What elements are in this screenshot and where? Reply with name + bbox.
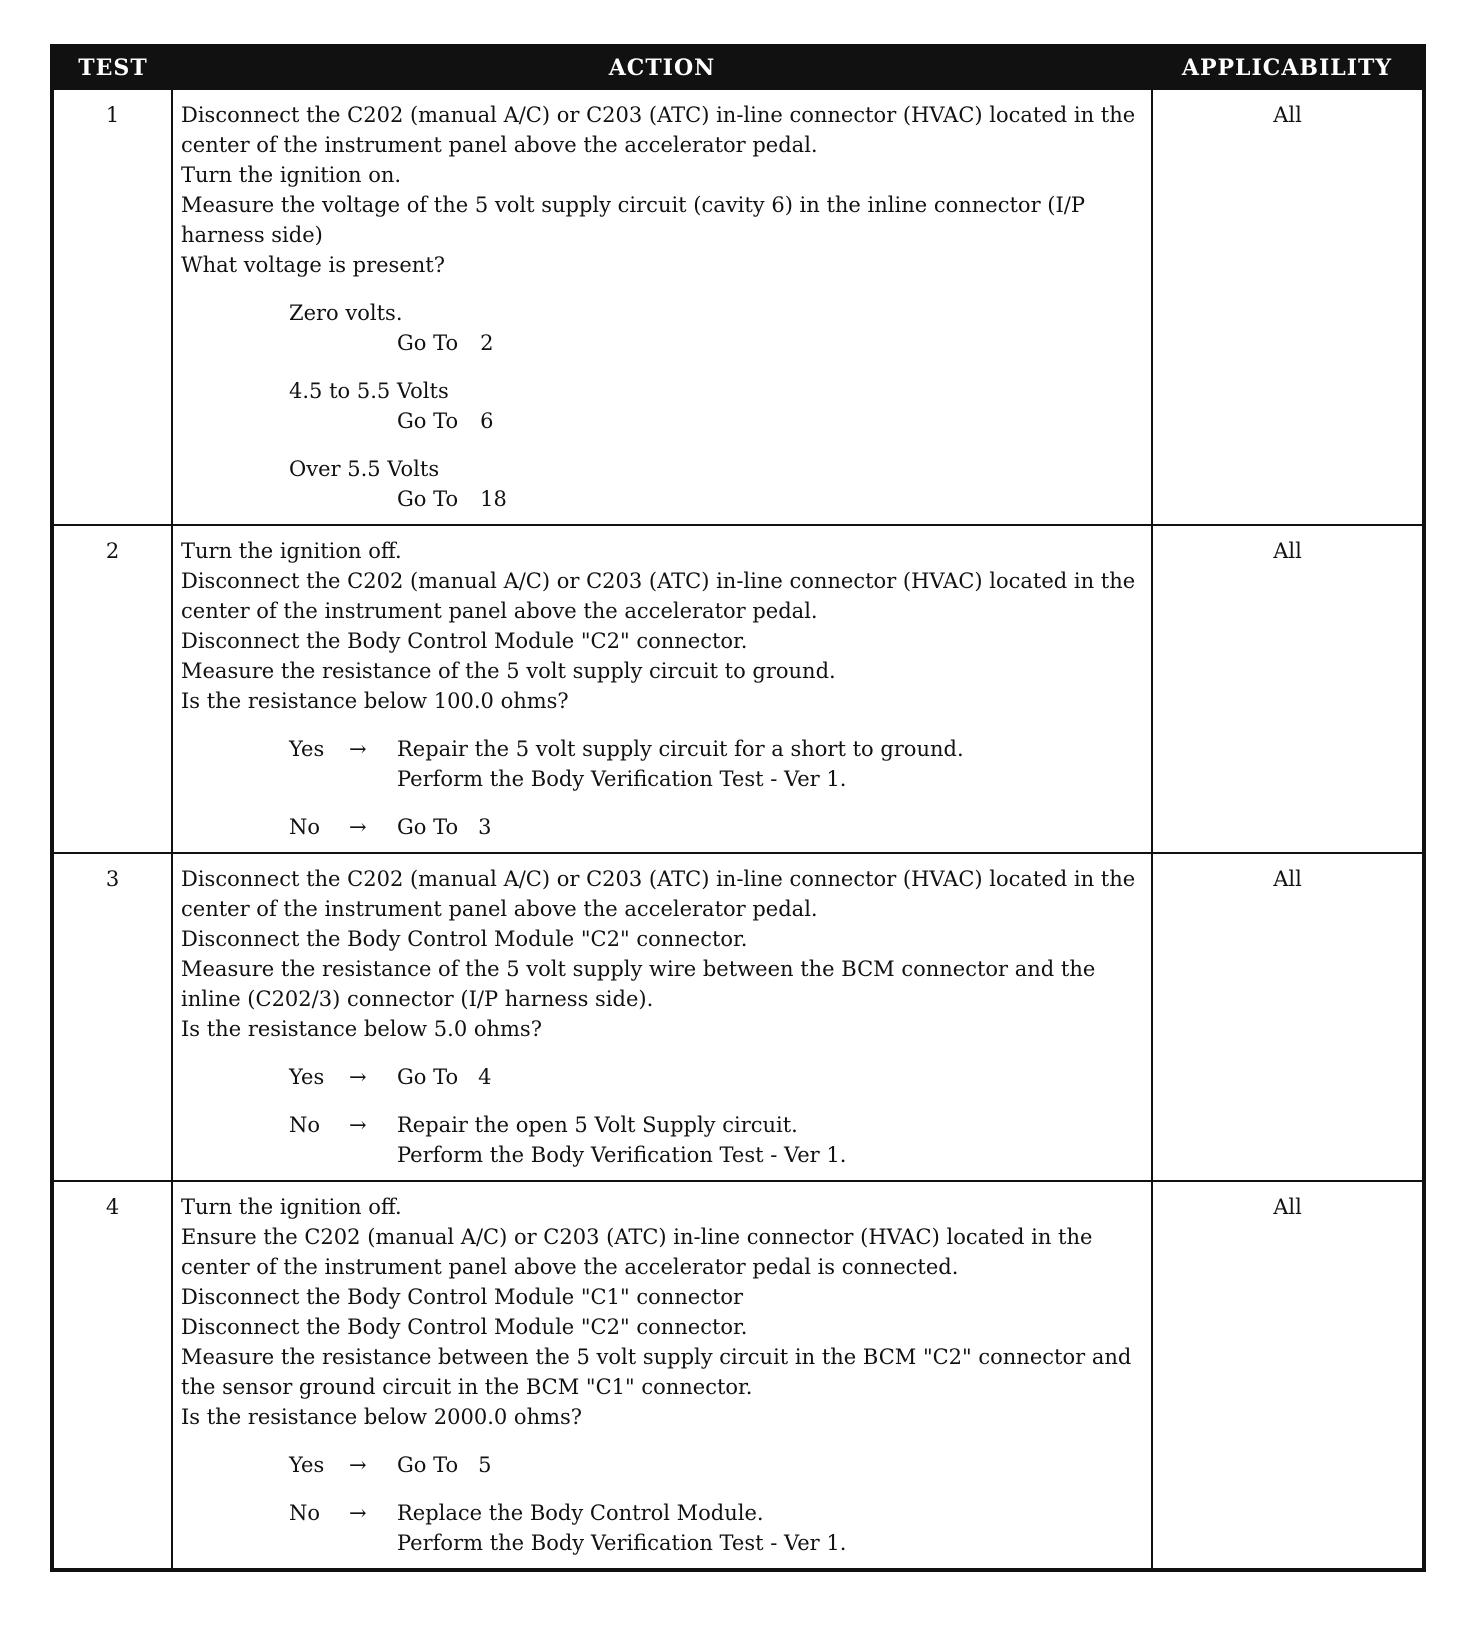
result-options: [181, 734, 1143, 842]
table-header-row: [52, 46, 1424, 89]
test-number: 2: [52, 525, 172, 853]
applicability-cell: All: [1152, 1181, 1424, 1570]
yes-action: [397, 1062, 1143, 1092]
action-line: Disconnect the Body Control Module "C2" connector.: [181, 1315, 748, 1339]
action-line: Turn the ignition on.: [181, 163, 402, 187]
action-line: Measure the voltage of the 5 volt supply circuit (cavity 6) in the inline connector (I/P harness side): [181, 193, 1085, 247]
table-row: [52, 1181, 1424, 1570]
action-line: Measure the resistance of the 5 volt supply circuit to ground.: [181, 659, 836, 683]
no-action-line: Repair the open 5 Volt Supply circuit.: [397, 1113, 798, 1137]
yes-action: [397, 1450, 1143, 1480]
table-row: [52, 853, 1424, 1181]
yes-action-line: Perform the Body Verification Test - Ver 1.: [397, 767, 847, 791]
action-line: Turn the ignition off.: [181, 1195, 402, 1219]
action-line: Is the resistance below 2000.0 ohms?: [181, 1405, 583, 1429]
result-option: [289, 298, 1143, 358]
option-label: 4.5 to 5.5 Volts: [289, 379, 449, 403]
result-option: [289, 454, 1143, 514]
no-action: [397, 1110, 1143, 1170]
yes-action-line: Go To 5: [397, 1453, 492, 1477]
no-result: [289, 1110, 1143, 1170]
applicability-cell: All: [1152, 525, 1424, 853]
action-line: Disconnect the Body Control Module "C1" connector: [181, 1285, 744, 1309]
action-cell: [172, 853, 1152, 1181]
no-action: [397, 1498, 1143, 1558]
goto-text: Go To: [397, 331, 459, 355]
yes-label: Yes: [289, 1453, 325, 1477]
action-line: Disconnect the Body Control Module "C2" connector.: [181, 629, 748, 653]
yes-action-line: Repair the 5 volt supply circuit for a short to ground.: [397, 737, 964, 761]
no-action-line: Replace the Body Control Module.: [397, 1501, 764, 1525]
action-cell: [172, 525, 1152, 853]
yes-label: Yes: [289, 737, 325, 761]
action-cell: [172, 89, 1152, 525]
header-action: ACTION: [172, 46, 1152, 89]
arrow-icon: →: [349, 1501, 367, 1525]
applicability-cell: All: [1152, 853, 1424, 1181]
option-label: Over 5.5 Volts: [289, 457, 440, 481]
goto-step: 2: [480, 331, 494, 355]
no-action-line: Perform the Body Verification Test - Ver 1.: [397, 1143, 847, 1167]
option-goto: [289, 328, 1143, 358]
arrow-icon: →: [349, 737, 367, 761]
table-row: [52, 525, 1424, 853]
no-label: No: [289, 815, 321, 839]
yes-result: [289, 734, 1143, 794]
test-number: 4: [52, 1181, 172, 1570]
arrow-icon: →: [349, 1113, 367, 1137]
action-cell: [172, 1181, 1152, 1570]
header-test: TEST: [52, 46, 172, 89]
action-line: Is the resistance below 100.0 ohms?: [181, 689, 569, 713]
test-number: 1: [52, 89, 172, 525]
action-line: Turn the ignition off.: [181, 539, 402, 563]
diagnostic-test-table: [50, 44, 1426, 1572]
result-options: [181, 1450, 1143, 1558]
action-line: Disconnect the C202 (manual A/C) or C203 (ATC) in-line connector (HVAC) located in the center of the instrument panel above the accelerator pedal.: [181, 569, 1136, 623]
no-action-line: Perform the Body Verification Test - Ver 1.: [397, 1531, 847, 1555]
result-options: [181, 1062, 1143, 1170]
arrow-icon: →: [349, 1065, 367, 1089]
option-goto: [289, 484, 1143, 514]
no-result: [289, 812, 1143, 842]
goto-text: Go To: [397, 487, 459, 511]
option-label: Zero volts.: [289, 301, 403, 325]
arrow-icon: →: [349, 815, 367, 839]
action-line: Measure the resistance of the 5 volt supply wire between the BCM connector and the inline (C202/3) connector (I/P harness side).: [181, 957, 1096, 1011]
no-label: No: [289, 1113, 321, 1137]
header-applicability: APPLICABILITY: [1152, 46, 1424, 89]
yes-action: [397, 734, 1143, 794]
test-number: 3: [52, 853, 172, 1181]
no-label: No: [289, 1501, 321, 1525]
yes-result: [289, 1450, 1143, 1480]
goto-step: 18: [480, 487, 507, 511]
yes-result: [289, 1062, 1143, 1092]
action-line: Ensure the C202 (manual A/C) or C203 (ATC) in-line connector (HVAC) located in the center of the instrument panel above the accelerator pedal is connected.: [181, 1225, 1093, 1279]
action-line: Disconnect the C202 (manual A/C) or C203 (ATC) in-line connector (HVAC) located in the center of the instrument panel above the accelerator pedal.: [181, 867, 1136, 921]
yes-action-line: Go To 4: [397, 1065, 492, 1089]
action-line: What voltage is present?: [181, 253, 445, 277]
yes-label: Yes: [289, 1065, 325, 1089]
action-line: Disconnect the Body Control Module "C2" connector.: [181, 927, 748, 951]
applicability-cell: All: [1152, 89, 1424, 525]
goto-text: Go To: [397, 409, 459, 433]
result-option: [289, 376, 1143, 436]
option-goto: [289, 406, 1143, 436]
action-line: Disconnect the C202 (manual A/C) or C203 (ATC) in-line connector (HVAC) located in the center of the instrument panel above the accelerator pedal.: [181, 103, 1136, 157]
no-action: [397, 812, 1143, 842]
arrow-icon: →: [349, 1453, 367, 1477]
no-action-line: Go To 3: [397, 815, 492, 839]
no-result: [289, 1498, 1143, 1558]
action-line: Is the resistance below 5.0 ohms?: [181, 1017, 542, 1041]
goto-step: 6: [480, 409, 494, 433]
table-row: [52, 89, 1424, 525]
action-line: Measure the resistance between the 5 volt supply circuit in the BCM "C2" connector and the sensor ground circuit in the BCM "C1" connector.: [181, 1345, 1132, 1399]
result-options: [181, 298, 1143, 514]
